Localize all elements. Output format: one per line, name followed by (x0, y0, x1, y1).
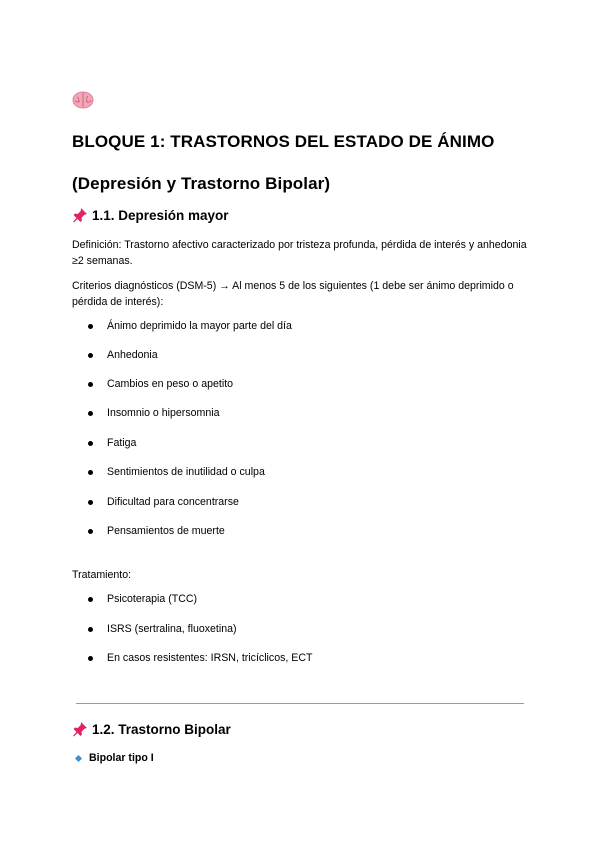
section-heading-depression (72, 207, 229, 223)
section-heading-text: 1.2. Trastorno Bipolar (92, 721, 231, 737)
bullet-icon (88, 500, 93, 505)
brain-icon (72, 91, 94, 109)
bullet-icon (88, 529, 93, 534)
list-item: Ánimo deprimido la mayor parte del día (88, 320, 292, 332)
bullet-icon (88, 441, 93, 446)
pushpin-icon (72, 207, 88, 223)
list-item: En casos resistentes: IRSN, tricíclicos, ECT (88, 652, 312, 664)
treatment-label: Tratamiento: (72, 569, 132, 581)
bullet-icon (88, 382, 93, 387)
bullet-icon (88, 324, 93, 329)
list-item: Dificultad para concentrarse (88, 496, 239, 508)
bullet-icon (88, 353, 93, 358)
bullet-icon (88, 597, 93, 602)
pushpin-icon (72, 721, 88, 737)
page-subtitle: (Depresión y Trastorno Bipolar) (72, 174, 331, 193)
criteria-intro-paragraph: Criterios diagnósticos (DSM-5) → Al menos 5 de los siguientes (1 debe ser ánimo deprimido o pérdida de interés): (72, 280, 514, 308)
list-item: Cambios en peso o apetito (88, 378, 233, 390)
bullet-icon (88, 627, 93, 632)
bullet-icon (88, 470, 93, 475)
bullet-icon (88, 411, 93, 416)
horizontal-divider (76, 703, 524, 704)
list-item: Insomnio o hipersomnia (88, 407, 219, 419)
list-item: Pensamientos de muerte (88, 525, 225, 537)
list-item: Fatiga (88, 437, 136, 449)
list-item: ISRS (sertralina, fluoxetina) (88, 623, 237, 635)
section-heading-bipolar (72, 721, 231, 737)
list-item: Sentimientos de inutilidad o culpa (88, 466, 265, 478)
page-title: BLOQUE 1: TRASTORNOS DEL ESTADO DE ÁNIMO (72, 132, 495, 151)
definition-paragraph: Definición: Trastorno afectivo caracterizado por tristeza profunda, pérdida de interés y anhedonia ≥2 semanas. (72, 239, 527, 267)
bullet-icon (88, 656, 93, 661)
subheading-bipolar-tipo-1: Bipolar tipo I (75, 752, 154, 764)
section-heading-text: 1.1. Depresión mayor (92, 207, 229, 223)
blue-diamond-icon (75, 754, 82, 761)
list-item: Psicoterapia (TCC) (88, 593, 197, 605)
list-item: Anhedonia (88, 349, 158, 361)
